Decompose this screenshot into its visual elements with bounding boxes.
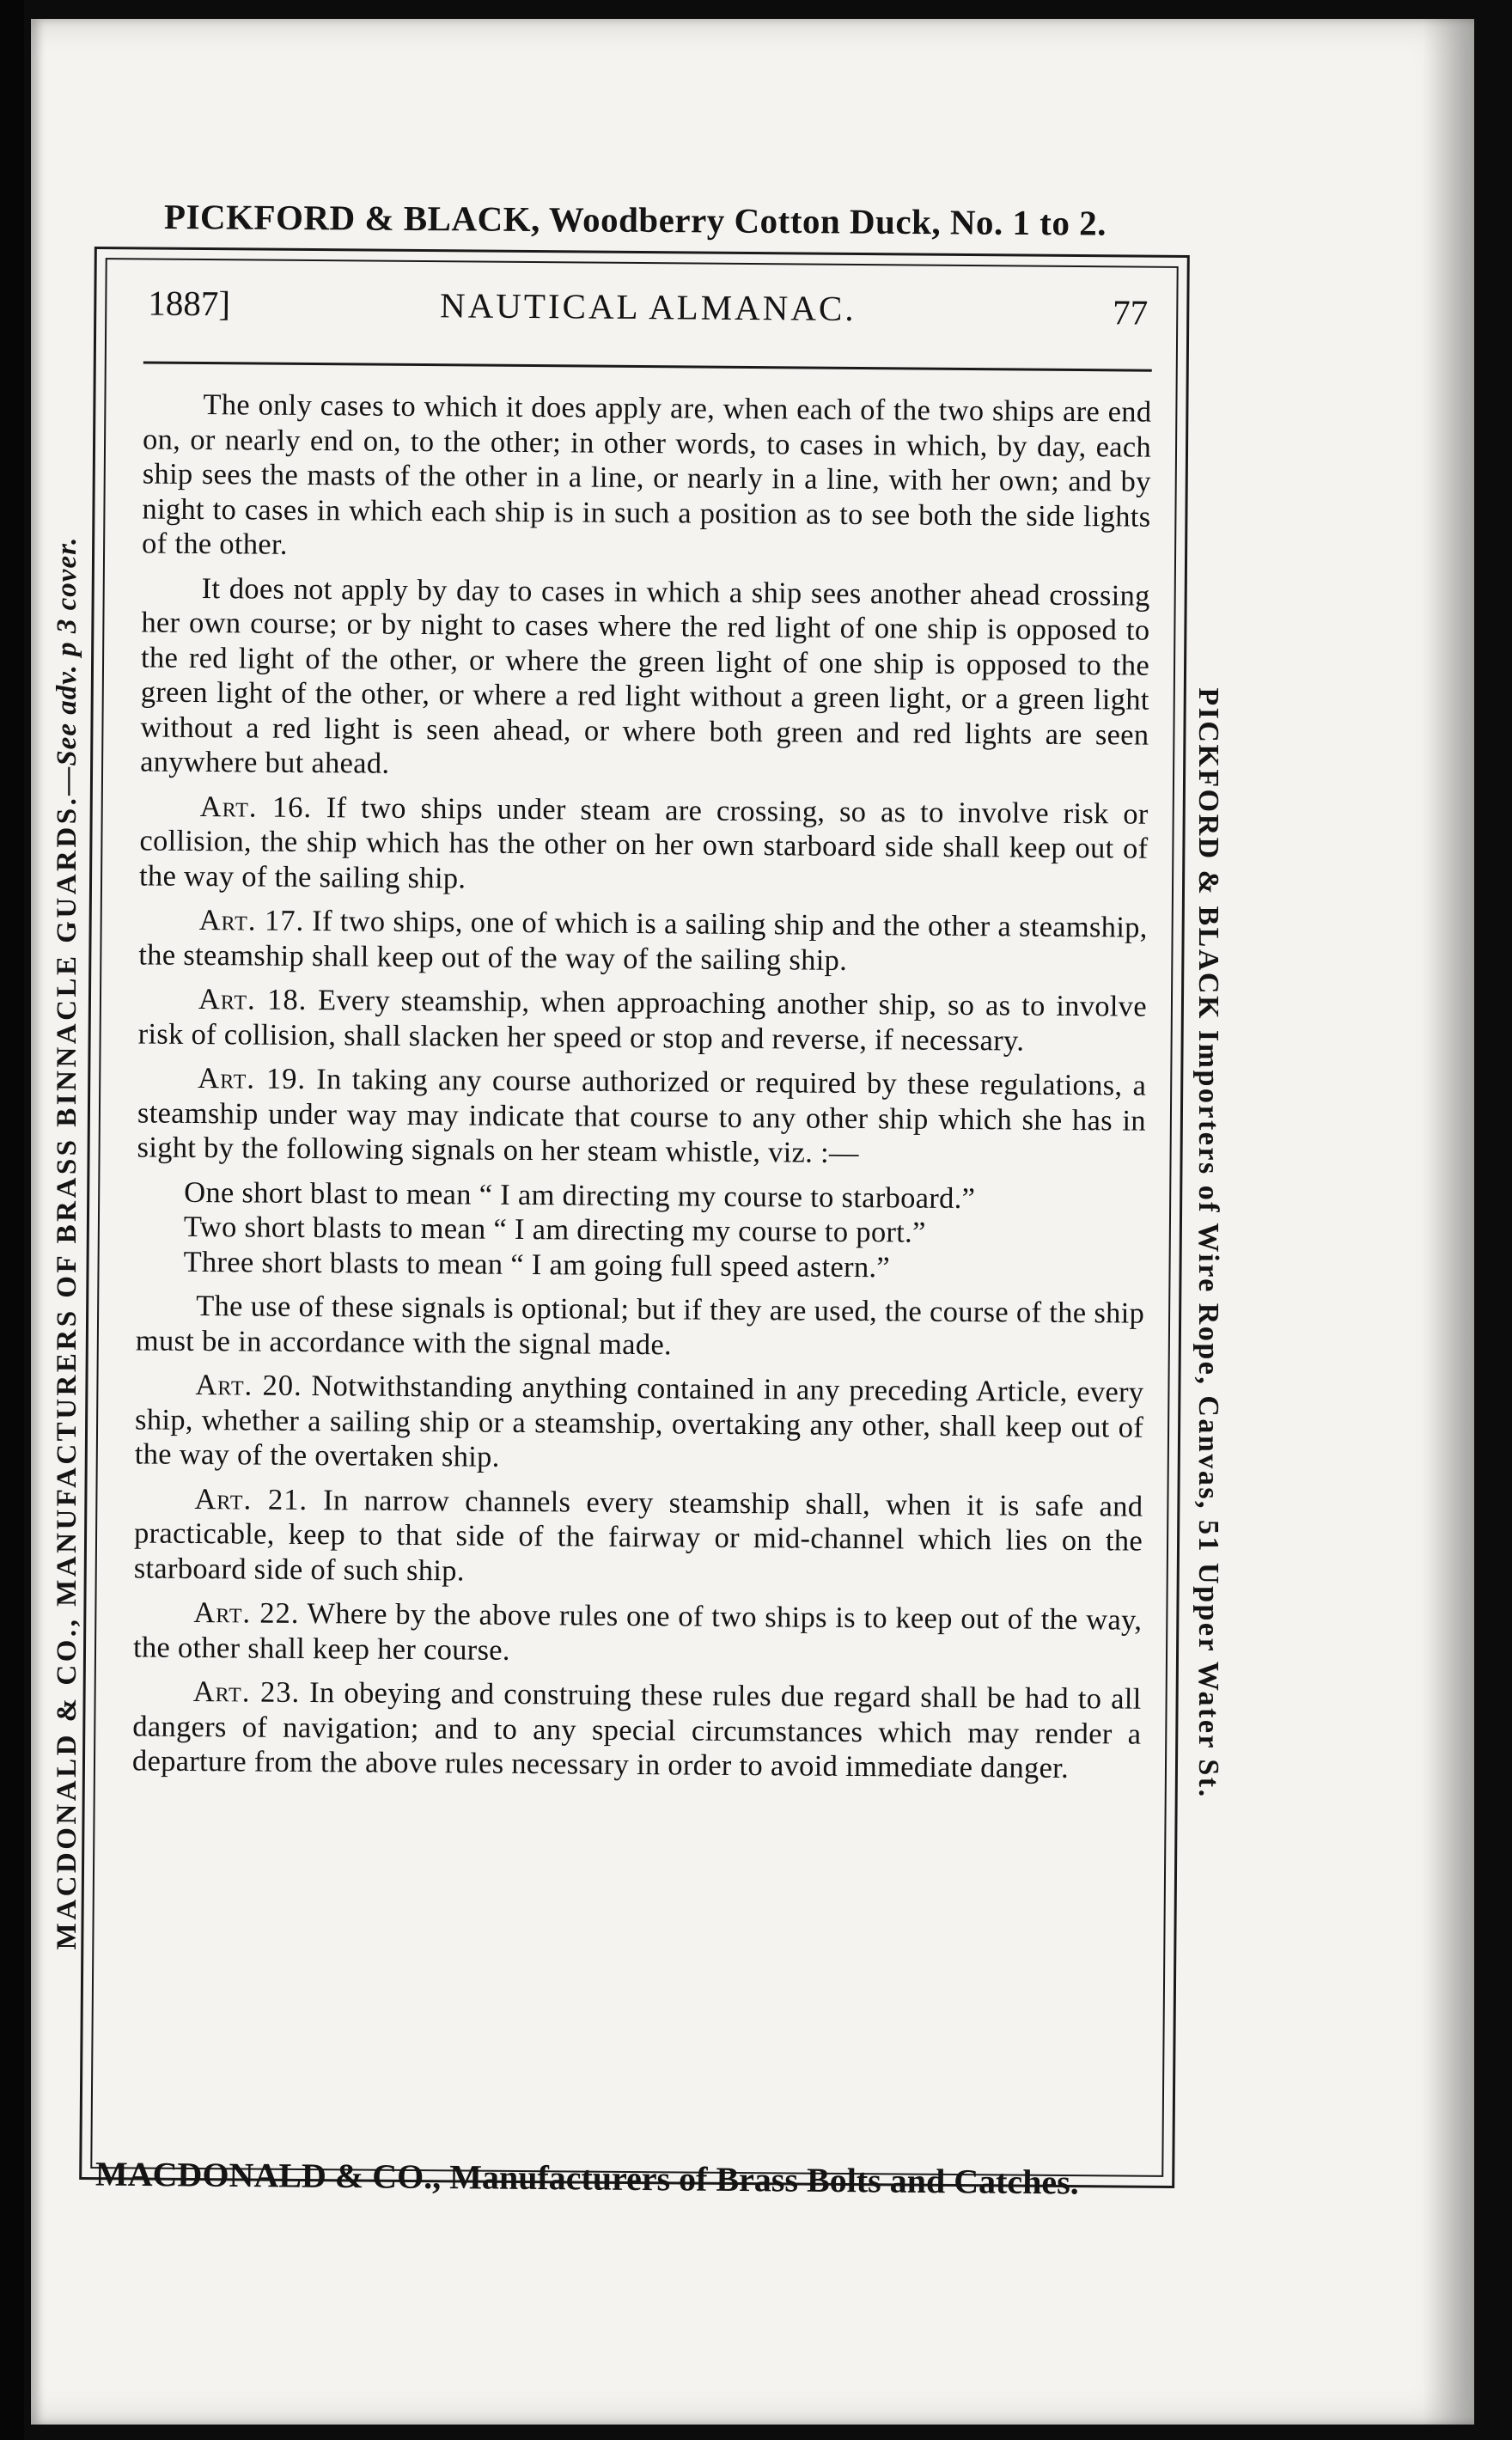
bottom-advertisement: MACDONALD & CO., Manufacturers of Brass Bolts and Catches. — [94, 2154, 1079, 2202]
article-text: In obeying and construing these rules due regard shall be had to all dangers of navigation; and to any special circumstances which may render a departure from the above rules necessary in order to avoid immediate danger. — [131, 1676, 1142, 1784]
article-17 — [138, 902, 1148, 979]
left-advertisement-note: —See adv. p 3 cover. — [52, 536, 82, 796]
article-text: If two ships under steam are crossing, so as to involve risk or collision, the ship which has the other on her own starboard side shall keep out of the way of the sailing ship. — [138, 790, 1149, 894]
article-label: Art. 17. — [198, 904, 305, 937]
article-label: Art. 16. — [199, 790, 313, 824]
article-text: In narrow channels every steamship shall, when it is safe and practicable, keep to that side of the fairway or mid-channel which lies on the starboard side of such ship. — [133, 1483, 1143, 1587]
article-label: Art. 18. — [198, 983, 308, 1016]
article-label: Art. 23. — [192, 1674, 301, 1709]
article-23 — [132, 1674, 1142, 1786]
top-advertisement: PICKFORD & BLACK, Woodberry Cotton Duck, No. 1 to 2. — [163, 196, 1107, 243]
article-20 — [135, 1367, 1144, 1479]
page-frame — [79, 247, 1190, 2188]
header-year: 1887] — [148, 283, 231, 324]
article-body — [132, 387, 1152, 1796]
paragraph: The use of these signals is optional; but if they are used, the course of the ship must be in accordance with the signal made. — [135, 1289, 1145, 1361]
almanac-page — [31, 19, 1474, 2425]
article-19 — [137, 1060, 1146, 1173]
header-title: NAUTICAL ALMANAC. — [439, 285, 857, 328]
article-18 — [138, 981, 1148, 1058]
article-label: Art. 22. — [193, 1595, 300, 1630]
article-text: Notwithstanding anything contained in any preceding Article, every ship, whether a sailing ship or a steamship, overtaking any other, shall keep out of the way of the overtaken ship. — [134, 1369, 1144, 1473]
running-header — [148, 276, 1148, 335]
article-16 — [139, 789, 1149, 901]
article-label: Art. 20. — [195, 1368, 302, 1402]
left-advertisement — [48, 384, 86, 2102]
scan-edge — [0, 0, 24, 2440]
article-label: Art. 21. — [194, 1482, 308, 1516]
signal-line: Two short blasts to mean “ I am directing my course to port.” — [183, 1210, 926, 1249]
article-text: Every steamship, when approaching another ship, so as to involve risk of collision, shall slacken her speed or stop and reverse, if necessary. — [137, 984, 1148, 1058]
signal-line: Three short blasts to mean “ I am going full speed astern.” — [183, 1245, 891, 1284]
signal-line: One short blast to mean “ I am directing my course to starboard.” — [184, 1175, 976, 1215]
article-text: Where by the above rules one of two ships is to keep out of the way, the other shall keep her course. — [132, 1597, 1143, 1667]
article-text: In taking any course authorized or required by these regulations, a steamship under way may indicate that course to any other ship which she has in sight by the following signals on her steam whistle, viz. :— — [137, 1063, 1147, 1170]
page-number: 77 — [1113, 292, 1149, 332]
paragraph: It does not apply by day to cases in which a ship sees another ahead crossing her own course; or by night to cases where the red light of one ship is opposed to the red light of the other, or where the green light of one ship is opposed to the green light of the other, or where a red light without a green light, or a green light without a red light is seen ahead, or where both green and red lights are seen anywhere but ahead. — [139, 571, 1150, 780]
article-21 — [134, 1481, 1143, 1594]
article-text: If two ships, one of which is a sailing ship and the other a steamship, the steamship shall keep out of the way of the sailing ship. — [138, 905, 1148, 977]
paragraph: The only cases to which it does apply are, when each of the two ships are end on, or nearly end on, to the other; in other words, to cases in which, by day, each ship sees the masts of the other in a line, or nearly in a line, with her own; and by night to cases in which each ship is in such a position as to see both the side lights of the other. — [141, 388, 1152, 561]
left-advertisement-main: MACDONALD & CO., MANUFACTURERS OF BRASS BINNACLE GUARDS. — [52, 795, 82, 1950]
article-label: Art. 19. — [198, 1062, 307, 1095]
article-22 — [133, 1595, 1143, 1672]
page-shadow — [1423, 19, 1474, 2425]
right-advertisement: PICKFORD & BLACK Importers of Wire Rope, Canvas, 51 Upper Water St. — [1192, 687, 1224, 1799]
